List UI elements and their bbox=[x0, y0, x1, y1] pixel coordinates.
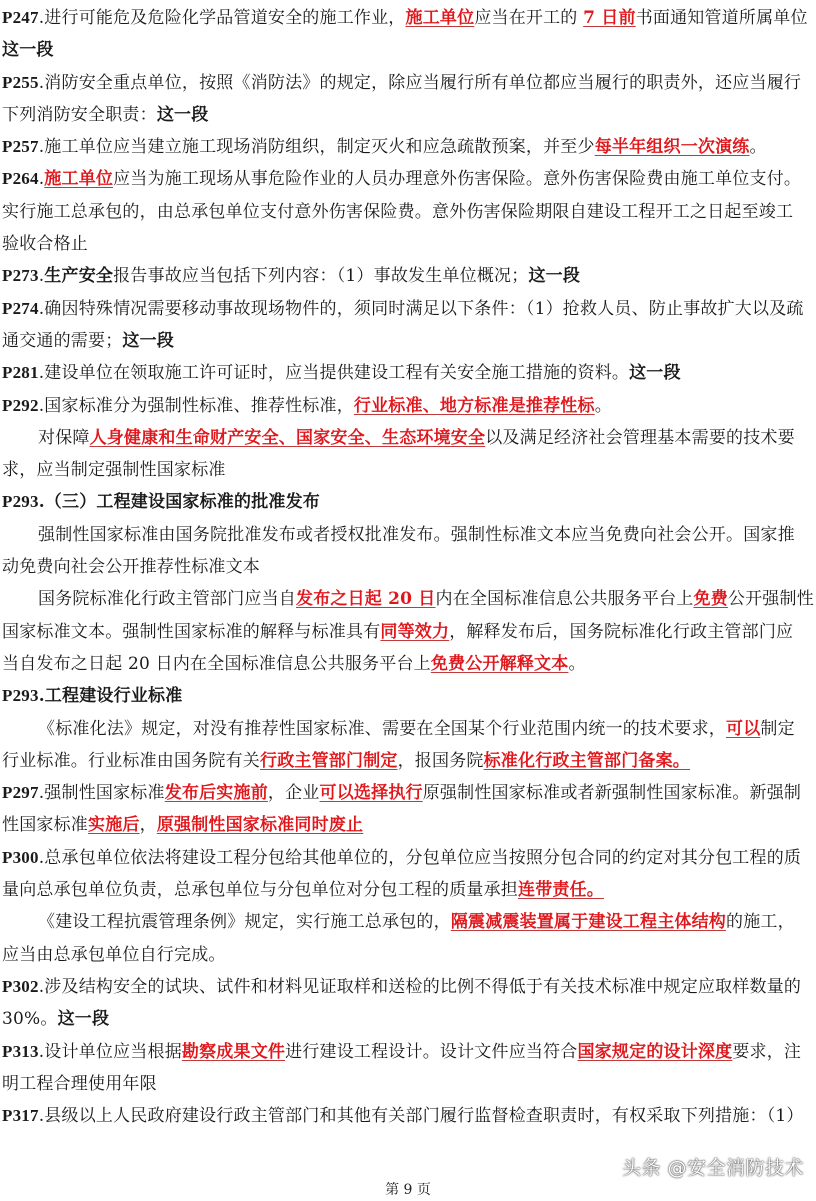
bold-text: 这一段 bbox=[57, 1009, 110, 1030]
text-line bbox=[2, 939, 814, 971]
text-line bbox=[2, 325, 814, 357]
text-line bbox=[2, 777, 814, 809]
page-reference: P313 bbox=[2, 1041, 39, 1061]
body-text: .总承包单位依法将建设工程分包给其他单位的，分包单位应当按照分包合同的约定对其分包工程的质 bbox=[38, 847, 802, 868]
body-text: 通交通的需要； bbox=[2, 330, 123, 351]
body-text: 原强制性国家标准或者新强制性国家标准。新强制 bbox=[422, 783, 802, 804]
text-line bbox=[2, 422, 814, 454]
bold-text: 这一段 bbox=[629, 363, 681, 384]
body-text: 公开强制性 bbox=[727, 589, 814, 610]
bold-text: .工程建设行业标准 bbox=[38, 686, 183, 707]
body-text: .设计单位应当根据 bbox=[38, 1041, 182, 1062]
body-text: 的施工， bbox=[726, 912, 795, 933]
text-line bbox=[2, 648, 814, 680]
bold-text: 这一段 bbox=[156, 104, 209, 125]
body-text: .消防安全重点单位，按照《消防法》的规定，除应当履行所有单位都应当履行的职责外，还应当履行 bbox=[38, 72, 802, 93]
text-line bbox=[2, 906, 814, 938]
body-text: 行业标准。行业标准由国务院有关 bbox=[2, 750, 260, 771]
text-line bbox=[2, 583, 814, 615]
text-line bbox=[2, 486, 814, 518]
body-text: . bbox=[38, 266, 45, 287]
highlighted-keyword: 同等效力 bbox=[380, 621, 450, 642]
page-reference: P317 bbox=[2, 1106, 39, 1126]
highlighted-keyword: 人身健康和生命财产安全、国家安全、生态环境安全 bbox=[89, 427, 486, 448]
text-line bbox=[2, 713, 814, 745]
body-text: .进行可能危及危险化学品管道安全的施工作业， bbox=[38, 8, 406, 28]
highlighted-keyword: 国家规定的设计深度 bbox=[577, 1041, 733, 1062]
page-reference: P247 bbox=[2, 8, 39, 27]
text-line bbox=[2, 680, 814, 712]
body-text: .国家标准分为强制性标准、推荐性标准， bbox=[38, 395, 354, 416]
watermark: 头条 @安全消防技术 bbox=[622, 1157, 805, 1179]
page-reference: P281 bbox=[2, 363, 39, 383]
highlighted-keyword: 每半年组织一次演练 bbox=[594, 137, 750, 158]
body-text: 。 bbox=[749, 137, 767, 158]
body-text: 明工程合理使用年限 bbox=[2, 1073, 157, 1094]
body-text: 性国家标准 bbox=[2, 815, 88, 836]
text-line bbox=[2, 357, 814, 389]
page-number: 第 9 页 bbox=[385, 1182, 431, 1198]
highlighted-keyword: 施工单位 bbox=[405, 8, 475, 28]
body-text: 求，应当制定强制性国家标准 bbox=[2, 460, 226, 481]
text-line bbox=[2, 971, 814, 1003]
body-text: ，解释发布后，国务院标准化行政主管部门应 bbox=[449, 621, 794, 642]
body-text: ，报国务院 bbox=[397, 750, 484, 771]
highlighted-keyword: 免费公开解释文本 bbox=[430, 653, 569, 674]
body-text: 动免费向社会公开推荐性标准文本 bbox=[2, 557, 260, 578]
text-line bbox=[2, 1036, 814, 1068]
text-line bbox=[2, 745, 814, 777]
body-text: 报告事故应当包括下列内容：（1）事故发生单位概况； bbox=[113, 266, 529, 287]
highlighted-keyword: 发布后实施前 bbox=[164, 783, 268, 804]
body-text: 以及满足经济社会管理基本需要的技术要 bbox=[485, 427, 795, 448]
text-line bbox=[2, 809, 814, 841]
page-reference: P300 bbox=[2, 847, 39, 867]
text-line bbox=[2, 2, 814, 34]
highlighted-keyword: 行政主管部门制定 bbox=[260, 750, 398, 771]
body-text: 国务院标准化行政主管部门应当自 bbox=[38, 589, 296, 610]
page-reference: P292 bbox=[2, 395, 39, 415]
body-text: 进行建设工程设计。设计文件应当符合 bbox=[285, 1041, 578, 1062]
bold-text: 这一段 bbox=[528, 266, 581, 287]
page-reference: P255 bbox=[2, 72, 39, 92]
body-text: 应当在开工的 bbox=[474, 8, 584, 28]
page-reference: P264 bbox=[2, 169, 39, 189]
page-reference: P297 bbox=[2, 783, 39, 803]
highlighted-keyword: 免费 bbox=[693, 589, 728, 610]
text-line bbox=[2, 293, 814, 325]
bold-text: 这一段 bbox=[2, 40, 54, 61]
highlighted-keyword: 连带责任。 bbox=[518, 880, 604, 901]
text-line bbox=[2, 67, 814, 99]
highlighted-keyword: 行业标准、地方标准是推荐性标 bbox=[353, 395, 595, 416]
highlighted-keyword: 施工单位 bbox=[44, 169, 114, 190]
text-line bbox=[2, 390, 814, 422]
text-line bbox=[2, 1003, 814, 1035]
body-text: 内在全国标准信息公共服务平台上 bbox=[435, 589, 694, 610]
highlighted-keyword: 7 日前 bbox=[583, 8, 636, 28]
body-text: .强制性国家标准 bbox=[38, 783, 165, 804]
text-line bbox=[2, 163, 814, 195]
text-line bbox=[2, 131, 814, 163]
text-line bbox=[2, 1068, 814, 1100]
text-line bbox=[2, 260, 814, 292]
highlighted-keyword: 可以 bbox=[726, 718, 761, 739]
highlighted-keyword: 标准化行政主管部门备案。 bbox=[483, 750, 691, 771]
body-text: 30%。 bbox=[2, 1009, 58, 1030]
body-text: 验收合格止 bbox=[2, 234, 88, 255]
body-text: .施工单位应当建立施工现场消防组织，制定灭火和应急疏散预案，并至少 bbox=[38, 137, 595, 158]
body-text: .确因特殊情况需要移动事故现场物件的，须同时满足以下条件：（1）抢救人员、防止事故扩大以及疏 bbox=[38, 298, 804, 319]
body-text: ， bbox=[139, 815, 157, 836]
body-text: 当自发布之日起 20 日内在全国标准信息公共服务平台上 bbox=[2, 653, 431, 674]
highlighted-keyword: 实施后 bbox=[88, 815, 140, 836]
text-line bbox=[2, 842, 814, 874]
text-line bbox=[2, 1100, 814, 1132]
body-text: . bbox=[38, 169, 45, 190]
highlighted-keyword: 发布之日起 20 日 bbox=[296, 589, 436, 610]
bold-text: 这一段 bbox=[122, 330, 175, 351]
highlighted-keyword: 可以选择执行 bbox=[319, 783, 423, 804]
body-text: 强制性国家标准由国务院批准发布或者授权批准发布。强制性标准文本应当免费向社会公开。国家推 bbox=[38, 524, 795, 545]
body-text: 制定 bbox=[760, 718, 795, 739]
body-text: .县级以上人民政府建设行政主管部门和其他有关部门履行监督检查职责时，有权采取下列措施：（1） bbox=[38, 1106, 804, 1127]
body-text: 书面通知管道所属单位 bbox=[635, 8, 808, 28]
text-line bbox=[2, 196, 814, 228]
body-text: .建设单位在领取施工许可证时，应当提供建设工程有关安全施工措施的资料。 bbox=[38, 363, 630, 384]
text-line bbox=[2, 874, 814, 906]
text-line bbox=[2, 551, 814, 583]
body-text: 《标准化法》规定，对没有推荐性国家标准、需要在全国某个行业范围内统一的技术要求， bbox=[38, 718, 726, 739]
body-text: 国家标准文本。强制性国家标准的解释与标准具有 bbox=[2, 621, 381, 642]
body-text: 下列消防安全职责： bbox=[2, 104, 157, 125]
document-page bbox=[2, 2, 814, 1132]
page-reference: P273 bbox=[2, 266, 39, 286]
highlighted-keyword: 隔震减震装置属于建设工程主体结构 bbox=[450, 912, 727, 933]
text-line bbox=[2, 34, 814, 66]
body-text: 。 bbox=[568, 653, 586, 674]
highlighted-keyword: 勘察成果文件 bbox=[181, 1041, 286, 1062]
highlighted-keyword: 原强制性国家标准同时废止 bbox=[156, 815, 364, 836]
body-text: .涉及结构安全的试块、试件和材料见证取样和送检的比例不得低于有关技术标准中规定应取样数量的 bbox=[38, 976, 802, 997]
body-text: 实行施工总承包的，由总承包单位支付意外伤害保险费。意外伤害保险期限自建设工程开工之日起至竣工 bbox=[2, 201, 794, 222]
page-reference: P274 bbox=[2, 298, 39, 318]
page-reference: P302 bbox=[2, 976, 39, 996]
text-line bbox=[2, 228, 814, 260]
bold-text: 生产安全 bbox=[44, 266, 114, 287]
body-text: ，企业 bbox=[267, 783, 320, 804]
text-line bbox=[2, 616, 814, 648]
body-text: 应当由总承包单位自行完成。 bbox=[2, 944, 226, 965]
page-reference: P293 bbox=[2, 686, 39, 706]
body-text: 要求，注 bbox=[732, 1041, 802, 1062]
text-line bbox=[2, 99, 814, 131]
body-text: 《建设工程抗震管理条例》规定，实行施工总承包的， bbox=[38, 912, 451, 933]
body-text: 量向总承包单位负责，总承包单位与分包单位对分包工程的质量承担 bbox=[2, 880, 518, 901]
text-line bbox=[2, 519, 814, 551]
page-reference: P257 bbox=[2, 137, 39, 157]
text-line bbox=[2, 454, 814, 486]
body-text: 。 bbox=[594, 395, 612, 416]
page-reference: P293 bbox=[2, 492, 39, 512]
body-text: 对保障 bbox=[38, 427, 90, 448]
bold-text: .（三）工程建设国家标准的批准发布 bbox=[38, 492, 321, 513]
body-text: 应当为施工现场从事危险作业的人员办理意外伤害保险。意外伤害保险费由施工单位支付。 bbox=[113, 169, 802, 190]
